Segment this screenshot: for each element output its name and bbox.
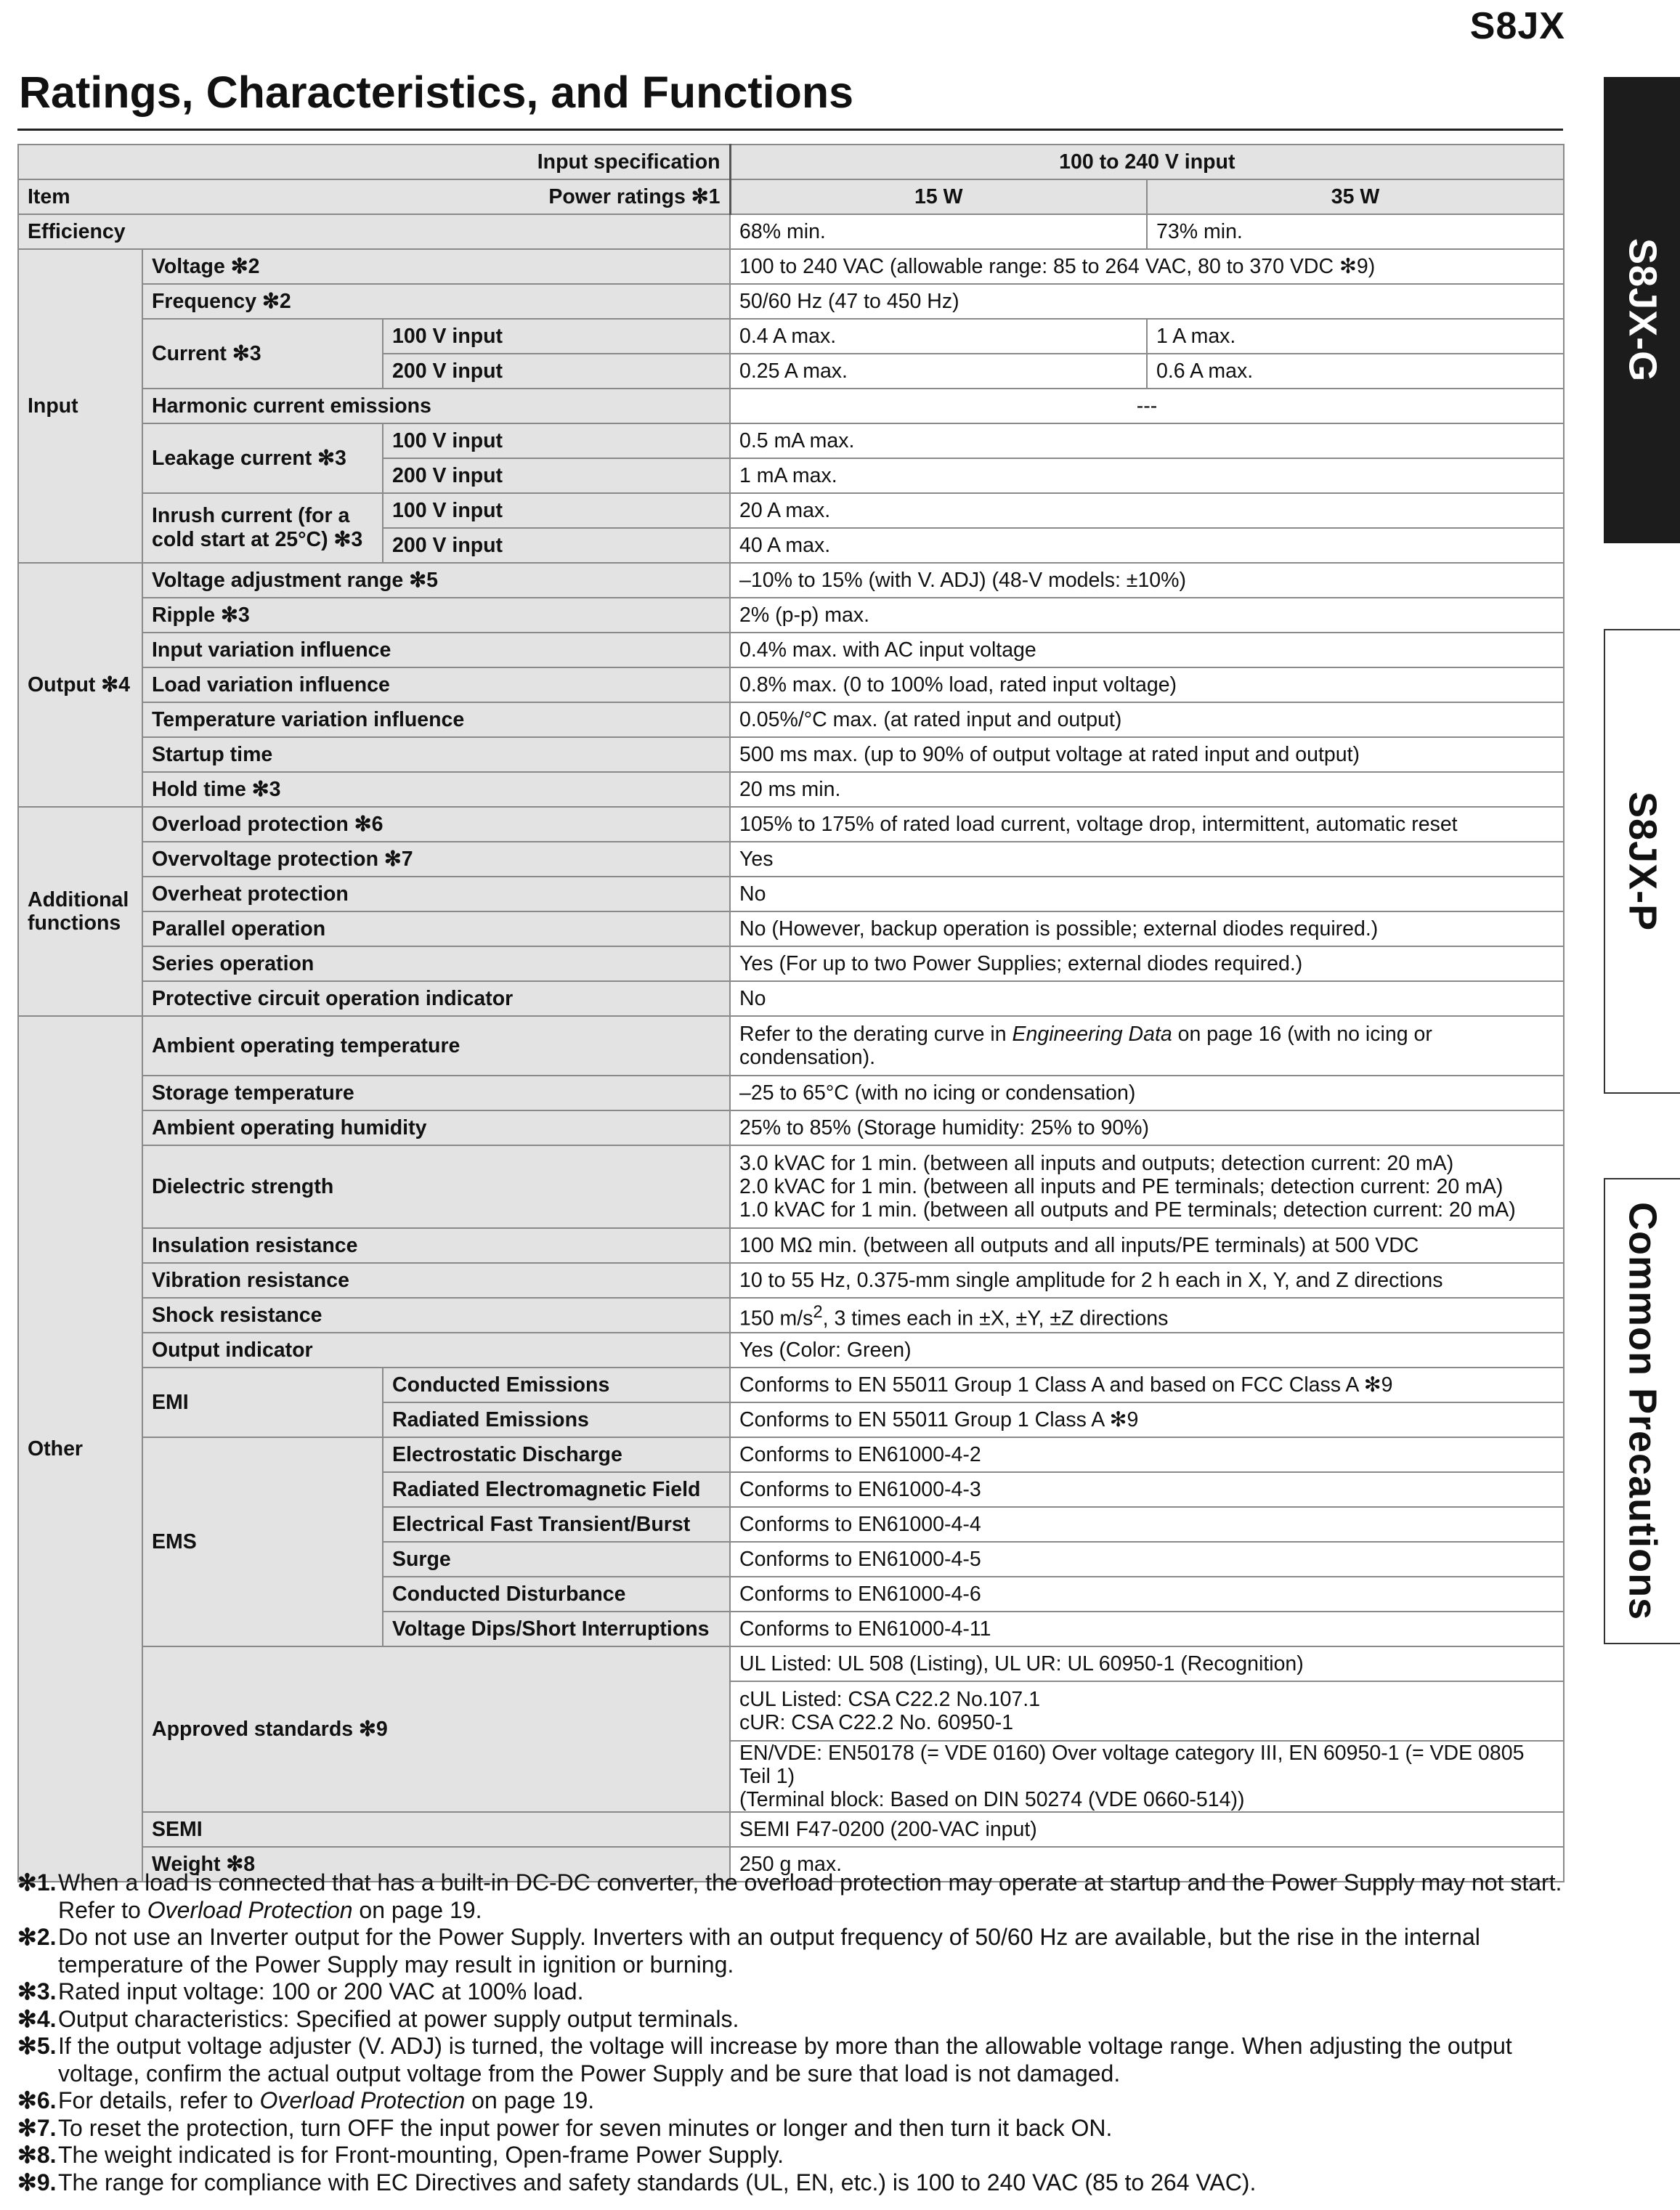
row-value: 50/60 Hz (47 to 450 Hz) [730,284,1564,319]
page-title: Ratings, Characteristics, and Functions [19,68,854,117]
row-value [730,1145,1564,1228]
row-value: 250 g max. [730,1847,1564,1882]
text-line: 2.0 kVAC for 1 min. (between all inputs and PE terminals; detection current: 20 mA) [739,1175,1504,1198]
text: 150 m/s [739,1307,813,1331]
sub-label: 100 V input [383,423,730,458]
row-value: No [730,877,1564,911]
series-name: S8JX [1469,5,1565,47]
table-row [18,772,1564,807]
row-value: 100 to 240 VAC (allowable range: 85 to 264 VAC, 80 to 370 VDC ✻9) [730,249,1564,284]
tab-common-precautions[interactable] [1604,1178,1680,1644]
text-italic: Overload Protection [259,2087,466,2113]
footnote-text: The weight indicated is for Front-mounting, Open-frame Power Supply. [58,2142,784,2168]
footnote-text: If the output voltage adjuster (V. ADJ) is turned, the voltage will increase by more than the allowable voltage range. When adjusting the output voltage, confirm the actual output voltage from the Power Supply and be sure that load is not damaged. [58,2033,1512,2087]
table-row [18,946,1564,981]
row-label: SEMI [142,1812,730,1847]
sub-label: Electrostatic Discharge [383,1437,730,1472]
efficiency-15w: 68% min. [730,214,1147,249]
table-row [18,807,1564,842]
row-value: 20 A max. [730,493,1564,528]
input-spec-label: Input specification [18,145,730,179]
sub-label: Surge [383,1542,730,1577]
row-value: SEMI F47-0200 (200-VAC input) [730,1812,1564,1847]
footnote-text: The range for compliance with EC Directives and safety standards (UL, EN, etc.) is 100 to 240 VAC (85 to 264 VAC). [58,2169,1257,2195]
row-value: --- [730,389,1564,423]
table-row [18,563,1564,598]
row-value: –25 to 65°C (with no icing or condensation) [730,1076,1564,1110]
text: For details, refer to [58,2087,260,2113]
table-row [18,319,1564,354]
row-value: 100 MΩ min. (between all outputs and all inputs/PE terminals) at 500 VDC [730,1228,1564,1263]
row-value: UL Listed: UL 508 (Listing), UL UR: UL 60950-1 (Recognition) [730,1646,1564,1681]
footnote-mark: ✻1. [17,1869,57,1896]
row-value [730,1741,1564,1812]
row-value: Conforms to EN 55011 Group 1 Class A ✻9 [730,1402,1564,1437]
group-input: Input [18,249,142,563]
footnote-text: Do not use an Inverter output for the Power Supply. Inverters with an output frequency of 50/60 Hz are available, but the rise in the internal temperature of the Power Supply may result in ignition or burning. [58,1924,1480,1978]
row-label: Overvoltage protection ✻7 [142,842,730,877]
table-row [18,702,1564,737]
footnote [17,1978,1572,2006]
table-row [18,633,1564,667]
text-line: 3.0 kVAC for 1 min. (between all inputs and outputs; detection current: 20 mA) [739,1152,1454,1175]
col-35w: 35 W [1147,179,1564,214]
footnote-text: Output characteristics: Specified at power supply output terminals. [58,2005,739,2032]
text-line: cUR: CSA C22.2 No. 60950-1 [739,1711,1014,1734]
footnotes [17,1869,1572,2196]
footnote-text [58,2087,1572,2115]
table-row [18,737,1564,772]
row-label: Overheat protection [142,877,730,911]
footnote-mark: ✻8. [17,2142,57,2168]
row-label: EMI [142,1368,383,1437]
group-additional-functions: Additional functions [18,807,142,1016]
footnote [17,2006,1572,2034]
row-value: Conforms to EN61000-4-11 [730,1612,1564,1646]
title-rule [17,129,1563,131]
sub-label: Conducted Emissions [383,1368,730,1402]
row-label: Voltage ✻2 [142,249,730,284]
row-value: 0.4 A max. [730,319,1147,354]
footnote [17,1869,1572,1924]
footnote-text: To reset the protection, turn OFF the input power for seven minutes or longer and then turn it back ON. [58,2114,1113,2141]
footnote-mark: ✻3. [17,1978,57,2004]
table-row [18,1110,1564,1145]
row-value: –10% to 15% (with V. ADJ) (48-V models: ±10%) [730,563,1564,598]
row-value: Conforms to EN61000-4-4 [730,1507,1564,1542]
footnote [17,2142,1572,2169]
row-value: 10 to 55 Hz, 0.375-mm single amplitude for 2 h each in X, Y, and Z directions [730,1263,1564,1298]
footnote-mark: ✻2. [17,1924,57,1950]
table-row [18,667,1564,702]
table-row [18,493,1564,528]
footnote [17,2169,1572,2197]
row-label: Dielectric strength [142,1145,730,1228]
row-value: 1 A max. [1147,319,1564,354]
item-label: Item [18,179,142,214]
row-label: Voltage adjustment range ✻5 [142,563,730,598]
table-row [18,1333,1564,1368]
row-value: 40 A max. [730,528,1564,563]
text: , 3 times each in ±X, ±Y, ±Z directions [822,1307,1169,1331]
table-row [18,249,1564,284]
row-value: Yes (Color: Green) [730,1333,1564,1368]
tab-label: Common Precautions [1620,1201,1665,1621]
sub-label: Radiated Emissions [383,1402,730,1437]
table-row [18,423,1564,458]
row-value [730,1298,1564,1333]
row-label: Approved standards ✻9 [142,1646,730,1812]
superscript: 2 [813,1301,823,1322]
row-label: Protective circuit operation indicator [142,981,730,1016]
table-row [18,1076,1564,1110]
text: on page 16 (with no icing or condensation). [739,1023,1432,1069]
table-row [18,1016,1564,1076]
row-value: Conforms to EN 55011 Group 1 Class A and based on FCC Class A ✻9 [730,1368,1564,1402]
row-value: No [730,981,1564,1016]
row-value [730,1016,1564,1076]
table-row [18,1228,1564,1263]
table-row [18,981,1564,1016]
footnote-mark: ✻4. [17,2005,57,2032]
row-value: Yes (For up to two Power Supplies; external diodes required.) [730,946,1564,981]
group-other: Other [18,1016,142,1882]
row-value: Conforms to EN61000-4-6 [730,1577,1564,1612]
row-value: 0.5 mA max. [730,423,1564,458]
sub-label: Conducted Disturbance [383,1577,730,1612]
row-value: 0.8% max. (0 to 100% load, rated input voltage) [730,667,1564,702]
sub-label: 200 V input [383,528,730,563]
row-value: 0.4% max. with AC input voltage [730,633,1564,667]
row-label: Hold time ✻3 [142,772,730,807]
table-row [18,284,1564,319]
tab-label: S8JX-P [1620,791,1665,932]
row-value: 20 ms min. [730,772,1564,807]
footnote-mark: ✻6. [17,2087,57,2113]
table-row [18,598,1564,633]
row-value: 105% to 175% of rated load current, voltage drop, intermittent, automatic reset [730,807,1564,842]
row-label: Leakage current ✻3 [142,423,383,493]
row-value: Conforms to EN61000-4-3 [730,1472,1564,1507]
row-label: Ambient operating humidity [142,1110,730,1145]
row-label: Insulation resistance [142,1228,730,1263]
power-ratings-label: Power ratings ✻1 [142,179,730,214]
table-row [18,1145,1564,1228]
efficiency-label: Efficiency [18,214,730,249]
table-row [18,1646,1564,1681]
group-output: Output ✻4 [18,563,142,807]
footnote-text: Rated input voltage: 100 or 200 VAC at 100% load. [58,1978,584,2004]
sub-label: Electrical Fast Transient/Burst [383,1507,730,1542]
row-label: Storage temperature [142,1076,730,1110]
sub-label: 100 V input [383,319,730,354]
table-row [18,877,1564,911]
row-value: Conforms to EN61000-4-2 [730,1437,1564,1472]
sub-label: 200 V input [383,458,730,493]
footnote [17,2087,1572,2115]
footnote-mark: ✻7. [17,2114,57,2141]
row-label: Shock resistance [142,1298,730,1333]
table-header-row [18,145,1564,179]
col-15w: 15 W [730,179,1147,214]
table-row [18,1812,1564,1847]
text: on page 19. [465,2087,595,2113]
footnote [17,2033,1572,2087]
row-value: 0.05%/°C max. (at rated input and output) [730,702,1564,737]
text-italic: Engineering Data [1012,1023,1172,1046]
footnote [17,2115,1572,2142]
row-value: Conforms to EN61000-4-5 [730,1542,1564,1577]
row-value: No (However, backup operation is possible; external diodes required.) [730,911,1564,946]
table-row [18,1437,1564,1472]
row-label: Frequency ✻2 [142,284,730,319]
table-header-row [18,179,1564,214]
row-label: Output indicator [142,1333,730,1368]
row-label: Weight ✻8 [142,1847,730,1882]
input-spec-value: 100 to 240 V input [730,145,1564,179]
footnote-text [58,1869,1572,1924]
text-line: EN/VDE: EN50178 (= VDE 0160) Over voltage category III, EN 60950-1 (= VDE 0805 Teil 1) [739,1742,1525,1788]
row-label: Ambient operating temperature [142,1016,730,1076]
sub-label: Voltage Dips/Short Interruptions [383,1612,730,1646]
table-row [18,214,1564,249]
text-line: (Terminal block: Based on DIN 50274 (VDE 0660-514)) [739,1788,1245,1811]
efficiency-35w: 73% min. [1147,214,1564,249]
row-label: Overload protection ✻6 [142,807,730,842]
row-value: Yes [730,842,1564,877]
row-label: Inrush current (for a cold start at 25°C) ✻3 [142,493,383,563]
row-value: 1 mA max. [730,458,1564,493]
row-label: Series operation [142,946,730,981]
sub-label: 200 V input [383,354,730,389]
ratings-table [17,144,1565,1882]
footnote-mark: ✻9. [17,2169,57,2195]
table-row [18,842,1564,877]
footnote-mark: ✻5. [17,2033,57,2059]
footnote [17,1924,1572,1978]
tab-s8jx-g[interactable] [1604,77,1680,543]
table-row [18,1368,1564,1402]
row-value: 25% to 85% (Storage humidity: 25% to 90%) [730,1110,1564,1145]
row-value: 2% (p-p) max. [730,598,1564,633]
text: Refer to the derating curve in [739,1023,1013,1046]
row-label: Harmonic current emissions [142,389,730,423]
row-label: Vibration resistance [142,1263,730,1298]
tab-label: S8JX-G [1620,237,1665,383]
row-label: Temperature variation influence [142,702,730,737]
row-value: 0.25 A max. [730,354,1147,389]
row-value [730,1681,1564,1741]
text-italic: Overload Protection [147,1896,353,1923]
tab-s8jx-p[interactable] [1604,629,1680,1094]
row-label: EMS [142,1437,383,1646]
row-value: 0.6 A max. [1147,354,1564,389]
text: on page 19. [352,1896,482,1923]
text-line: 1.0 kVAC for 1 min. (between all outputs and PE terminals; detection current: 20 mA) [739,1198,1516,1222]
text: When a load is connected that has a built-in DC-DC converter, the overload protection may operate at startup and the Power Supply may not start. Refer to [58,1869,1562,1923]
row-label: Startup time [142,737,730,772]
row-label: Current ✻3 [142,319,383,389]
row-label: Input variation influence [142,633,730,667]
row-label: Parallel operation [142,911,730,946]
row-value: 500 ms max. (up to 90% of output voltage at rated input and output) [730,737,1564,772]
sub-label: 100 V input [383,493,730,528]
text-line: cUL Listed: CSA C22.2 No.107.1 [739,1688,1041,1711]
row-label: Ripple ✻3 [142,598,730,633]
table-row [18,911,1564,946]
table-row [18,389,1564,423]
table-row [18,1298,1564,1333]
table-row [18,1263,1564,1298]
row-label: Load variation influence [142,667,730,702]
sub-label: Radiated Electromagnetic Field [383,1472,730,1507]
